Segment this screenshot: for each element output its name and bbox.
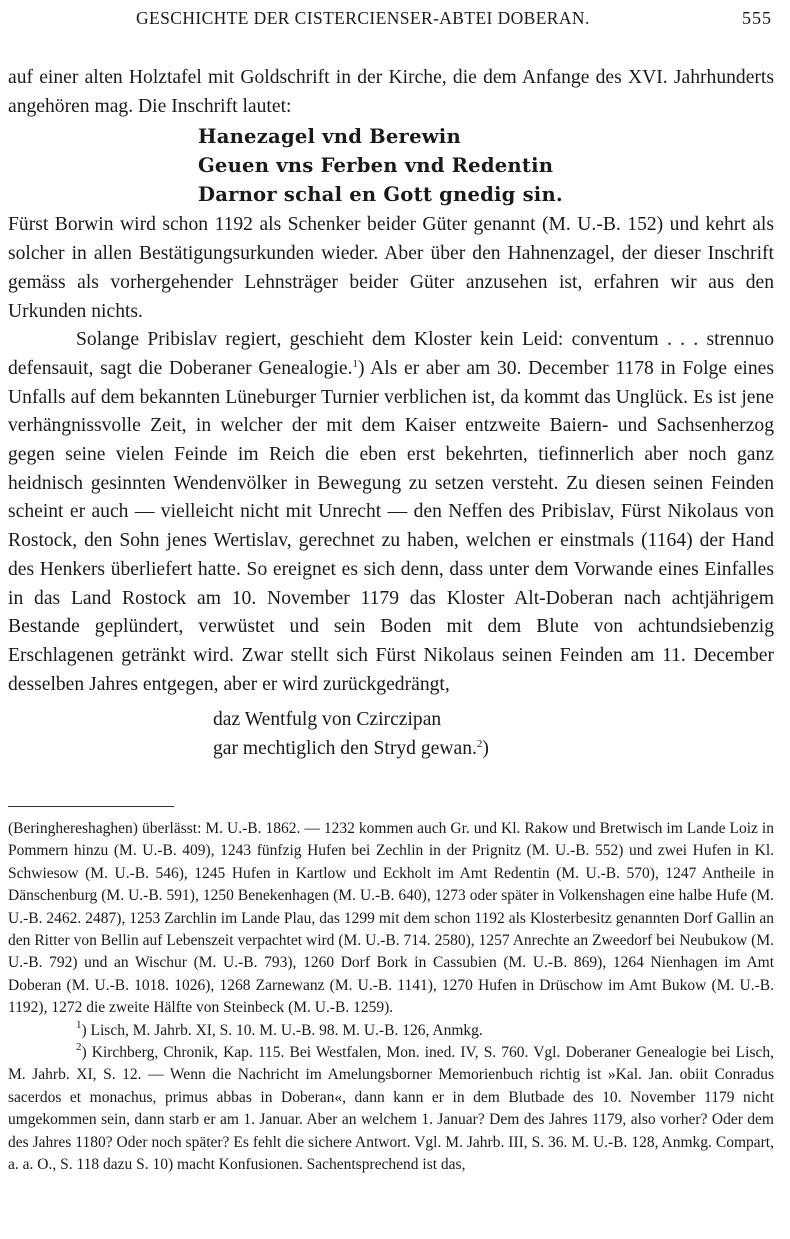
verse-quote bbox=[213, 705, 774, 763]
footnote-2-text: ) Kirchberg, Chronik, Kap. 115. Bei Westfalen, Mon. ined. IV, S. 760. Vgl. Doberaner Genealogie bei Lisch, M. Jahrb. XI, S. 12. — Wenn die Nachricht im Amelungsborner Memorienbuch richtig ist »Kal. Jan. obiit Conradus sacerdos et monachus, primus abbas in Doberan«, dann kann er in dem Blutbade des 10. November 1179 nicht umgekommen sein, dann starb er am 1. Januar. Aber an welchem 1. Januar? Dem des Jahres 1179, also vorher? Oder dem des Jahres 1180? Oder noch später? Es fehlt die sichere Antwort. Vgl. M. Jahrb. III, S. 36. M. U.-B. 128, Anmkg. Compart, a. a. O., S. 118 dazu S. 10) macht Konfusionen. Sachentsprechend ist das, bbox=[8, 1044, 774, 1174]
footnote-2-label: 2 bbox=[76, 1041, 82, 1054]
footnote-1-text: ) Lisch, M. Jahrb. XI, S. 10. M. U.-B. 98. M. U.-B. 126, Anmkg. bbox=[81, 1021, 483, 1039]
paragraph-3-start: Solange Pribislav regiert, geschieht dem Kloster kein Leid: conventum . . . strennuo defensauit, sagt die Doberaner Genealogie. bbox=[8, 329, 774, 379]
footnote-ref-1: 1 bbox=[352, 357, 358, 370]
paragraph-1: auf einer alten Holztafel mit Goldschrift in der Kirche, die dem Anfange des XVI. Jahrhunderts angehören mag. Die Inschrift lautet: bbox=[8, 67, 774, 117]
running-head-title: GESCHICHTE DER CISTERCIENSER-ABTEI DOBERAN. bbox=[136, 8, 590, 28]
main-text bbox=[8, 64, 774, 763]
verse-line-1: daz Wentfulg von Czirczipan bbox=[213, 709, 442, 731]
inscription-line-1: Hanezagel vnd Berewin bbox=[198, 125, 461, 149]
verse-close-paren: ) bbox=[482, 738, 489, 760]
paragraph-2: Fürst Borwin wird schon 1192 als Schenker beider Güter genannt (M. U.-B. 152) und kehrt als solcher in allen Bestätigungsurkunden wieder. Aber über den Hahnenzagel, der dieser Inschrift gemäss als vorhergehender Lehnsträger beider Güter anzusehen ist, erfahren wir aus den Urkunden nichts. bbox=[8, 214, 774, 322]
footnote-1 bbox=[8, 1020, 774, 1042]
inscription-line-3: Darnor schal en Gott gnedig sin. bbox=[198, 183, 563, 207]
verse-line-2-wrap bbox=[213, 734, 774, 763]
paragraph-3 bbox=[8, 326, 774, 699]
footnotes bbox=[8, 818, 774, 1177]
footnote-2 bbox=[8, 1042, 774, 1176]
inscription-line-2: Geuen vns Ferben vnd Redentin bbox=[198, 154, 554, 178]
page-number: 555 bbox=[742, 8, 772, 28]
footnote-continued: (Beringhereshaghen) überlässt: M. U.-B. 1862. — 1232 kommen auch Gr. und Kl. Rakow und Bretwisch im Lande Loiz in Pommern hinzu (M. U.-B. 409), 1243 fünfzig Hufen bei Zechlin in der Prignitz (M. U.-B. 552) und zwei Hufen in Kl. Schwiesow (M. U.-B. 546), 1245 Hufen in Kartlow und Eckholt im Amt Redentin (M. U.-B. 570), 1247 Antheile in Dänschenburg (M. U.-B. 591), 1250 Benekenhagen (M. U.-B. 640), 1273 oder später in Volkenshagen eine halbe Hufe (M. U.-B. 2462. 2487), 1253 Zarchlin im Lande Plau, das 1299 mit dem schon 1192 als Klosterbesitz genannten Dorf Gallin an den Ritter von Bellin auf Lebenszeit verpachtet wird (M. U.-B. 714. 2580), 1257 Anrechte an Zweedorf bei Neubukow (M. U.-B. 792) und an Wischur (M. U.-B. 793), 1260 Dorf Bork in Cassubien (M. U.-B. 869), 1264 Nienhagen im Amt Doberan (M. U.-B. 1018. 1026), 1268 Zarnewanz (M. U.-B. 1141), 1270 Hufen in Drüschow im Amt Bukow (M. U.-B. 1192), 1272 die zweite Hälfte von Steinbeck (M. U.-B. 1259). bbox=[8, 820, 774, 1017]
paragraph-3-rest: ) Als er aber am 30. December 1178 in Folge eines Unfalls auf dem bekannten Lüneburger Turnier verblichen ist, da kommt das Unglück. Es ist jene verhängnissvolle Zeit, in welcher der mit dem Kaiser entzweite Baiern- und Sachsenherzog gegen seine vielen Feinde im Reich die eben erst bekehrten, tiefinnerlich aber noch ganz heidnisch gesinnten Wendenvölker in Bewegung zu setzen versteht. Zu diesen seinen Feinden scheint er auch — vielleicht nicht mit Unrecht — den Neffen des Pribislav, Fürst Nikolaus von Rostock, den Sohn jenes Wertislav, gerechnet zu haben, welchen er einstmals (1164) der Hand des Henkers überliefert hatte. So ereignet es sich denn, dass unter dem Vorwande eines Einfalles in das Land Rostock am 10. November 1179 das Kloster Alt-Doberan nach achtjährigem Bestande geplündert, verwüstet und sein Boden mit dem Blute von achtundsiebenzig Erschlagenen getränkt wird. Zwar stellt sich Fürst Nikolaus seinen Feinden am 11. December desselben Jahres entgegen, aber er wird zurückgedrängt, bbox=[8, 357, 774, 695]
footnote-ref-2: 2 bbox=[476, 738, 483, 751]
verse-line-2: gar mechtiglich den Stryd gewan. bbox=[213, 738, 477, 760]
footnote-1-label: 1 bbox=[76, 1018, 82, 1031]
running-head bbox=[8, 8, 772, 38]
footnote-separator bbox=[8, 806, 174, 807]
inscription-block bbox=[198, 122, 774, 209]
